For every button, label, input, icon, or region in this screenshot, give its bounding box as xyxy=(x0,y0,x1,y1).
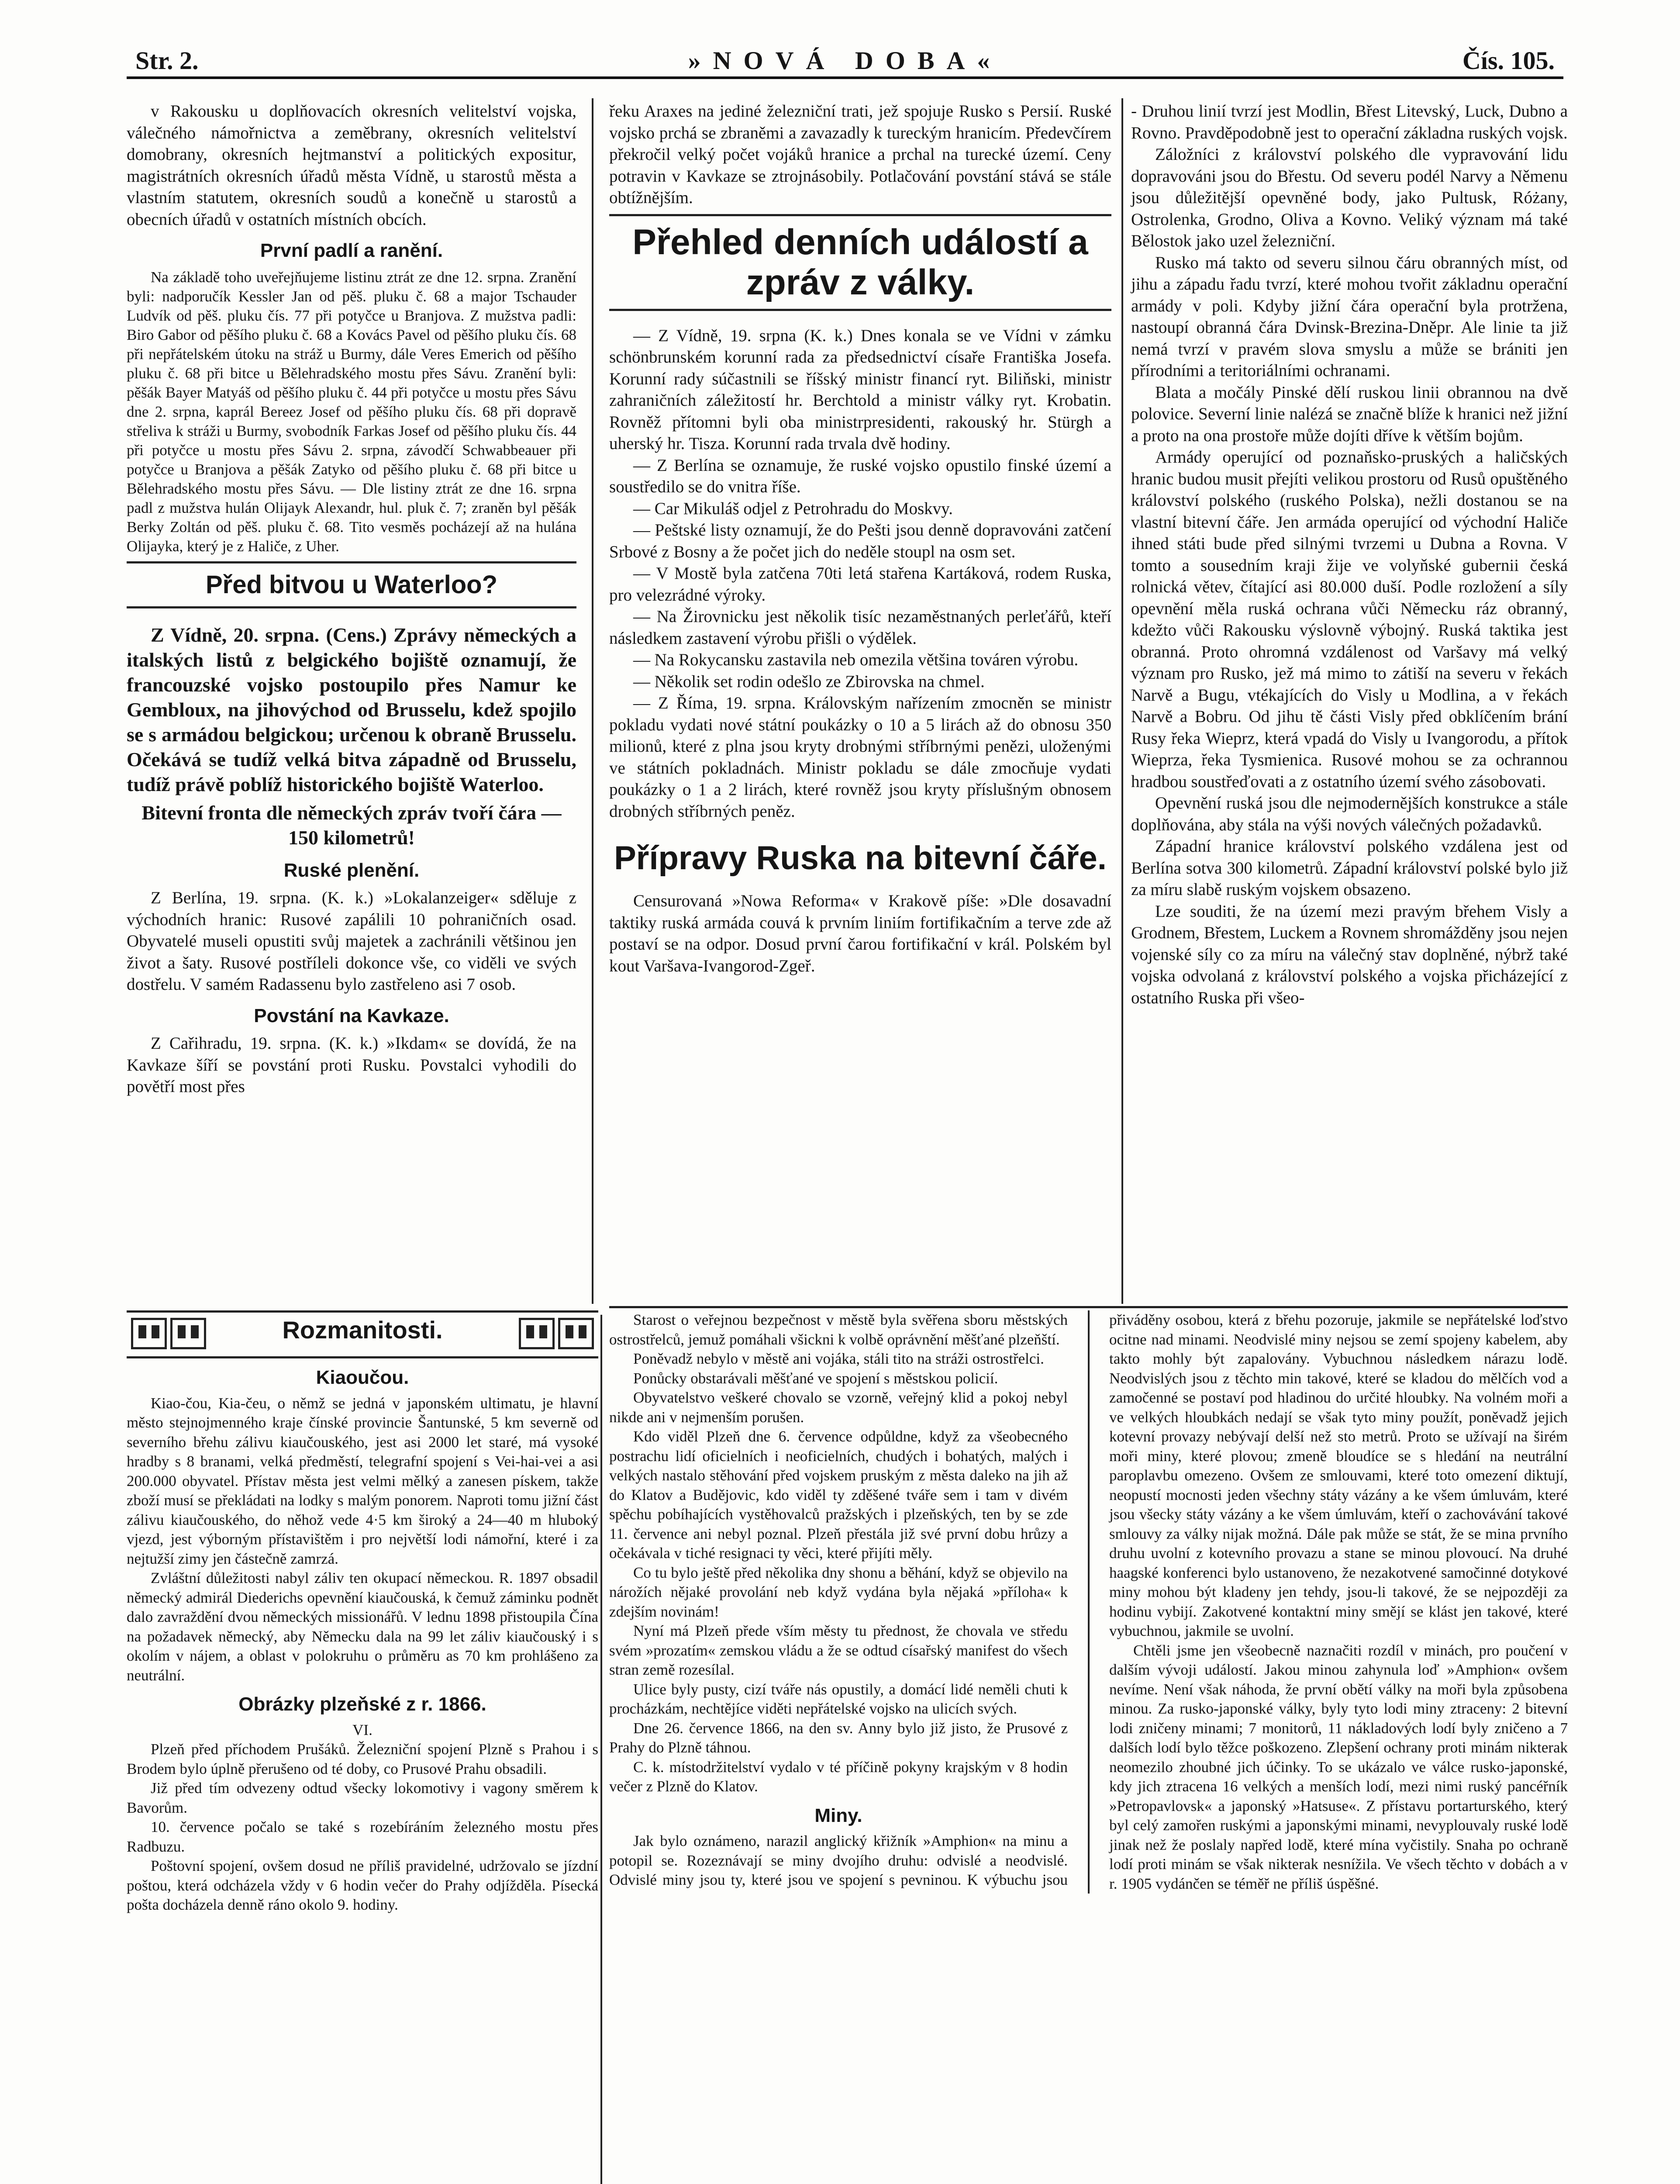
headline-waterloo: Před bitvou u Waterloo? xyxy=(127,561,576,608)
news-item-most: — V Mostě byla zatčena 70ti letá stařena Kartáková, rodem Ruska, pro velezrádné výroky. xyxy=(609,564,1111,605)
col3-paragraph-8: Lze souditi, že na území mezi pravým břehem Visly a Grodnem, Břestem, Luckem a Rovnem shromážděny jsou nejen vojenské síly co za míru na válečný stav doplněné, nýbrž také vojska odvolaná z království polského a vojska přicházející z ostatního Ruska při všeo- xyxy=(1131,902,1568,1007)
col3-paragraph-2: Záložníci z království polského dle vypravování lidu dopravováni jsou do Břestu. Od severu podél Narvy a Němenu jsou důležitější opevněné body, jako Pultusk, Różany, Ostrolenka, Grodno, Oliva a Kovno. Veliký význam má také Bělostok jako uzel železniční. xyxy=(1131,145,1568,250)
plzen-paragraph-6: Co tu bylo ještě před několika dny shonu a běhání, když se objevilo na nárožích nějaké provolání neb když vydána byla nějaká »příloha« k zdejším novinám! xyxy=(609,1564,1068,1620)
plzen-paragraph-9: Dne 26. července 1866, na den sv. Anny bylo již jisto, že Prusové z Prahy do Plzně táhnou. xyxy=(609,1719,1068,1756)
kiaoucou-paragraph-2: Zvláštní důležitosti nabyl záliv ten okupací německou. R. 1897 obsadil německý admirál Diederichs opevnění kiaučouská, k čemuž záminku podnět dalo zavraždění dvou německých missionářů. V lednu 1898 přistoupila Čína na požadavek německý, aby Německu dala na 99 let záliv kiaučouský i s okolím v nájem, a oblast v polokruhu o průměru as 70 km prohlášeno za neutrální. xyxy=(127,1569,598,1684)
news-item-berlin: — Z Berlína se oznamuje, že ruské vojsko opustilo finské území a soustředilo se do vnitra říše. xyxy=(609,456,1111,496)
band-divider xyxy=(600,1315,602,2184)
column-2 xyxy=(609,100,1111,977)
kiaoucou-paragraph-1: Kiao-čou, Kia-čeu, o němž se jedná v japonském ultimatu, je hlavní město stejnojmenného kraje čínské provincie Šantunské, 5 km severně od severního břehu zálivu kiaučouského, jest asi 2000 let staré, má vysoké hradby s 8 branami, velká předměstí, telegrafní spojení s Vei-hai-vei a asi 200.000 obyvatel. Přístav města jest velmi mělký a zanesen pískem, takže zboží musí se překládati na lodky s malým ponorem. Naproti tomu jižní část zálivu kiaučouského, do něhož vede 4·5 km široký a 24—40 m hluboký vjezd, jest výborným přístavištěm i pro největší lodi námořní, které i za nejtužší zimy jen částečně zamrzá. xyxy=(127,1394,598,1567)
plzen-paragraph-7: Nyní má Plzeň přede vším městy tu přednost, že chovala ve středu svém »prozatím« zemskou vládu a že se odtud císařský manifest do všech stran země rozesílal. xyxy=(609,1622,1068,1678)
news-item-car: — Car Mikuláš odjel z Petrohradu do Moskvy. xyxy=(633,499,953,518)
plzen-paragraph-4: Obyvatelstvo veškeré chovalo se vzorně, veřejný klid a pokoj nebyl nikde ani v nejmenším porušen. xyxy=(609,1389,1068,1426)
column-divider-2 xyxy=(1121,98,1123,1304)
plzen-paragraph-8: Ulice byly pusty, cizí tváře nás opustily, a domácí lidé neměli chuti k procházkám, nechtějíce viděti nepřátelské vojsko na ulicích svých. xyxy=(609,1680,1068,1717)
col3-paragraph-4: Blata a močály Pinské dělí ruskou linii obrannou na dvě polovice. Severní linie nalézá se značně blíže k hranici než jižní a proto na ona prostoře může dojíti dříve k větším bojům. xyxy=(1131,383,1568,445)
plzen-paragraph-1: Starost o veřejnou bezpečnost v městě byla svěřena sboru městských ostrostřelců, jemuž pomáhali všickni k volbě oprávnění měšťané plzeňští. xyxy=(609,1311,1068,1348)
col3-paragraph-3: Rusko má takto od severu silnou čáru obranných míst, od jihu a západu řadu tvrzí, které mohou tvořit základnu operační armády v poli. Kdyby jižní čára operační byla protržena, nastoupí obranná čára Dvinsk-Brezina-Dněpr. Ale linie ta již nemá tvrzí v pravém slova smyslu a může se brániti jen přírodními a teritoriálními ochranami. xyxy=(1131,253,1568,380)
headline-pripravy-ruska: Přípravy Ruska na bitevní čáře. xyxy=(614,840,1107,877)
ornament-box-icon xyxy=(519,1318,555,1349)
news-item-pest: — Peštské listy oznamují, že do Pešti jsou denně dopravováni zatčení Srbové z Bosny a že počet jich do neděle stoupl na osm set. xyxy=(609,521,1111,561)
rozmanitosti-section xyxy=(127,1310,598,1915)
page-header xyxy=(127,41,1563,79)
miny-paragraph-1: Jak bylo oznámeno, narazil anglický křižník »Amphion« na minu a potopil se. Rozeznávají se miny dvojího druhu: odvislé a neodvislé. Odvislé miny jsou ty, které jsou ve spojení s pevninou. K výbuchu jsou přiváděny osobou, která z břehu pozoruje, jakmile se nepřátelské loďstvo ocitne nad minami. Neodvislé miny nejsou se zemí spojeny kabelem, aby takto mohly být zapalovány. Vybuchnou následkem nárazu lodě. Neodvislých jsou z těchto min takové, které se kladou do mělčích vod a zamočenné se postaví pod hladinou do určité hloubky. Na volném moři a ve velkých hloubkách nedají se však tyto miny použít, poněvadž jejich kotevní provazy nebývají delší než sto metrů. Proto se užívají na širém moři miny, které plovou; zmeně bloudíce se s hledání na neutrální paroplavbu omezeno. Ovšem ze smlouvami, které toto omezení diktují, neopustí mocnosti jeden všechny státy vázány a ke všem úmluvám, které jsou všecky státy vázány a ke všem úmluvám, kteří o zachovávání takové smlouvy za války nijak možná. Dále pak může se stát, že se mina prvního druhu uvolní z kotevního provazu a stane se minou plovoucí. Na druhé haagské konferenci bylo ustanoveno, že nezakotvené samočinné dotykové miny mohou být kladeny jen tehdy, jsou-li takové, že se nejpozději za hodinu vybijí. Zakotvené kontaktní miny smějí se klást jen takové, které vybuchnou, jakmile se uvolní. xyxy=(609,1311,1568,1888)
headline-povstani-kavkaz: Povstání na Kavkaze. xyxy=(254,1005,449,1026)
news-item-zirovnice: — Na Žirovnicku jest několik tisíc nezaměstnaných perleťářů, kteří následkem zastavení výrobu přišli o výdělek. xyxy=(609,607,1111,648)
col3-paragraph-1: - Druhou linií tvrzí jest Modlin, Břest Litevský, Luck, Dubno a Rovno. Pravděpodobně jest to operační základna ruských vojsk. xyxy=(1131,102,1568,142)
plzen-paragraph-2: Poněvadž nebylo v městě ani vojáka, stáli tito na stráži ostrostřelci. xyxy=(633,1350,1044,1367)
issue-number: Čís. 105. xyxy=(1462,46,1555,75)
article-intro: v Rakousku u doplňovacích okresních velitelství vojska, válečného námořnictva a zeměbrany, okresních velitelství domobrany, okresních hejtmanství a politických expositur, magistrátních okresních úřadů města Vídně, u starostů města a vlastním statutem, okresních soudů a konečně u starostů a obecních úřadů v ostatních místních obcích. xyxy=(127,102,576,229)
part-number: VI. xyxy=(352,1721,373,1738)
waterloo-body: Z Vídně, 20. srpna. (Cens.) Zprávy německých a italských listů z belgického bojiště oznamují, že francouzské vojsko postoupilo přes Namur ke Gembloux, na jihovýchod od Brusselu, kdež spojilo se s armádou belgickou; určenou k obraně Brusselu. Očekává se tudíž velká bitva západně od Brusselu, tudíž právě poblíž historického bojiště Waterloo. xyxy=(127,623,576,795)
column-1 xyxy=(127,100,576,1098)
column-divider-1 xyxy=(592,98,593,1304)
obrazky-paragraph-1: Plzeň před příchodem Prušáků. Železniční spojení Plzně s Prahou i s Brodem bylo úplně přerušeno od té doby, co Prusové Prahu obsadili. xyxy=(127,1741,598,1777)
ornament-box-icon xyxy=(558,1318,594,1349)
headline-obrazky-plzenske: Obrázky plzeňské z r. 1866. xyxy=(238,1693,486,1715)
headline-kiaoucou: Kiaoučou. xyxy=(316,1367,409,1388)
news-item-zbirov: — Několik set rodin odešlo ze Zbirovska na chmel. xyxy=(633,672,985,691)
headline-miny: Miny. xyxy=(814,1804,862,1826)
band-top-rule xyxy=(609,1306,1568,1308)
col3-paragraph-7: Západní hranice království polského vzdálena jest od Berlína sotva 300 kilometrů. Západní království polské bylo již za míru slabě ruským vojskem obsazeno. xyxy=(1131,837,1568,899)
page-number: Str. 2. xyxy=(135,46,199,75)
front-line-note: Bitevní fronta dle německých zpráv tvoří čára — 150 kilometrů! xyxy=(141,801,562,849)
col3-paragraph-6: Opevnění ruská jsou dle nejmodernějších konstrukce a stále doplňována, aby stála na výši nových válečných požadavků. xyxy=(1131,794,1568,834)
pripravy-body: Censurovaná »Nowa Reforma« v Krakově píše: »Dle dosavadní taktiky ruská armáda couvá k prvním liniím fortifikačním a terve zde až postaví se na odpor. Dosud první čarou fortifikační v král. Polském byl kout Varšava-Ivangorod-Zgeř. xyxy=(609,892,1111,975)
pleneni-body: Z Berlína, 19. srpna. (K. k.) »Lokalanzeiger« sděluje z východních hranic: Rusové zapálili 10 pohraničních osad. Obyvatelé museli opustiti svůj majetek a zachránili většinou jen život a šaty. Rusové postříleli dokonce vše, co viděli ve svých dostřelu. V samém Radassenu bylo zastřeleno asi 7 osob. xyxy=(127,888,576,994)
obrazky-paragraph-2: Již před tím odvezeny odtud všecky lokomotivy i vagony směrem k Bavorům. xyxy=(127,1780,598,1816)
obrazky-paragraph-3: 10. července počalo se také s rozebíráním železného mostu přes Radbuzu. xyxy=(127,1818,598,1855)
col3-paragraph-5: Armády operující od poznaňsko-pruských a haličských hranic budou musit přejíti velikou prostoru od Rusů opuštěného království polského (ruského Polska), nežli dostanou se na vlastní bitevní čáře. Jen armáda operující od východní Haliče ihned státi bude před silnými tvrzemi u Dubna a Rovna. V tomto a sousedním kraji žije ve volyňské gubernii česká rolnická větev, čítající asi 80.000 duší. Podle rozložení a síly opevnění měla ruská ochrana vůči Německu ráz obranný, kdežto vůči Rakousku výslovně výbojný. Ruská taktika jest obranná. Proto ohromná vzdálenost od Varšavy má velký význam pro Rusko, jež má mimo to zátiší na severu v řekách Narvě a Bugu, vtékajících do Visly u Modlina, a v řekách Narvě a Bobru. Od jihu tě části Visly před obklíčením brání Rusy řeka Wieprz, která vpadá do Visly u Ivangorodu, a přítok Wieprza, řeka Tysmienica. Rusové mohou se za ochrannou hradbou soustřeďovati a z ostatního území svého zásobovati. xyxy=(1131,448,1568,791)
news-item-rokycany: — Na Rokycansku zastavila neb omezila většina továren výrobu. xyxy=(633,650,1079,669)
section-title: Rozmanitosti. xyxy=(282,1316,443,1344)
headline-prvni-padli: První padlí a ranění. xyxy=(260,240,443,261)
casualty-list: Na základě toho uveřejňujeme listinu ztrát ze dne 12. srpna. Zranění byli: nadporučík Kessler Jan od pěš. pluku č. 68 a major Tschauder Ludvík od pěš. pluku čís. 77 při potyčce u Branjova. Z mužstva padli: Biro Gabor od pěšího pluku č. 68 a Kovács Pavel od pěšího pluku čís. 68 při nepřátelském útoku na stráž u Burmy, dále Veres Emerich od pěšího pluku č. 68 při bitce u Bělehradského mostu přes Sávu. Zranění byli: pěšák Bayer Matyáš od pěšího pluku č. 44 při potyčce u mostu přes Sávu dne 2. srpna, kaprál Bereez Josef od pěšího pluku čís. 68 při dopravě střeliva k stráži u Burmy, svobodník Farkas Josef od pěšího pluku čís. 44 při potyčce u mostu přes Sávu 2. srpna, závodčí Schwabbeauer při potyčce u Branjova a pěšák Zatyko od pěšího pluku č. 68 při bitce u Bělehradského mostu přes Sávu. — Dle listiny ztrát ze dne 16. srpna padl z mužstva hulán Olijayk Alexandr, hul. pluk č. 7; zraněn byl pěšák Berky Zoltán od pěš. pluku č. 68. Tito vesměs pocházejí až na hulána Olijayka, který je z Haliče, z Uher. xyxy=(127,268,576,555)
plzen-paragraph-10: C. k. místodržitelství vydalo v té příčině pokyny krajským v 8 hodin večer z Plzně do Klatov. xyxy=(609,1758,1068,1795)
kavkaz-continuation: řeku Araxes na jediné železniční trati, jež spojuje Rusko s Persií. Ruské vojsko prchá se zbraněmi a zavazadly k tureckým hranicím. Předevčírem překročil velký počet vojáků hranice a prchal na turecké území. Ceny potravin v Kavkaze se ztrojnásobily. Potlačování povstání stává se stále obtížnějším. xyxy=(609,102,1111,207)
news-item-rome: — Z Říma, 19. srpna. Královským nařízením zmocněn se ministr pokladu vydati nové státní poukázky o 10 a 5 lirách až do obnosu 350 milionů, které z plna jsou kryty drobnými stříbrnými penězi, uloženými ve státních pokladnách. Ministr pokladu se dále zmocňuje vydati poukázky o 1 a 2 lirách, které rovněž jsou kryty příslušným obnosem drobných stříbrných peněz. xyxy=(609,694,1111,821)
column-3 xyxy=(1131,100,1568,1009)
section-banner xyxy=(127,1310,598,1358)
lower-right-columns xyxy=(609,1310,1568,1894)
plzen-paragraph-5: Kdo viděl Plzeň dne 6. července odpůldne, když za všeobecného postrachu lidí oficielních i neoficielních, chudých i bohatých, malých i velkých nastalo stěhování před vojskem pruským z města daleko na jih až do Klatov a Budějovic, kdo viděl ty zděšené tváře sem i tam v divém spěchu pobíhajících vystěhovalců pražských i plzeňských, ten by se zde 11. července ani nebyl poznal. Plzeň přestála již své první dobu hrůzy a očekávala v tiché resignaci ty věci, které přijíti měly. xyxy=(609,1428,1068,1562)
headline-prehled-udalosti: Přehled denních událostí a zpráv z války. xyxy=(609,214,1111,311)
obrazky-paragraph-4: Poštovní spojení, ovšem dosud ne příliš pravidelné, udržovalo se jízdní poštou, která odcházela vždy v 6 hodin večer do Prahy odjížděla. Písecká pošta docházela denně ráno okolo 9. hodiny. xyxy=(127,1857,598,1913)
headline-ruske-pleneni: Ruské plenění. xyxy=(283,859,420,881)
news-item-vienna: — Z Vídně, 19. srpna (K. k.) Dnes konala se ve Vídni v zámku schönbrunském korunní rada za předsednictví císaře Františka Josefa. Korunní rady súčastnili se říšský ministr financí ryt. Biliňski, ministr zahraničních záležitostí hr. Berchtold a ministr války ryt. Krobatin. Rovněž přítomni byli oba ministrpresidenti, rakouský hr. Stürgh a uherský hr. Tisza. Korunní rada trvala dvě hodiny. xyxy=(609,326,1111,453)
kavkaz-body: Z Cařihradu, 19. srpna. (K. k.) »Ikdam« se dovídá, že na Kavkaze šíří se povstání proti Rusku. Povstalci vyhodili do povětří most přes xyxy=(127,1034,576,1096)
miny-paragraph-2: Chtěli jsme jen všeobecně naznačiti rozdíl v minách, pro poučení v dalším vývoji událostí. Jakou minou zahynula loď »Amphion« ovšem nevíme. Není však náhoda, že první obětí války na moři byla způsobena minou. Za rusko-japonské války, byly tyto lodi miny ztraceny: 2 bitevní lodi zničeny minami; 7 monitorů, 11 nákladových lodí byly zničeno a 7 dalších lodí bylo těžce poškozeno. Zlepšení ochrany proti minám nikterak neomezilo zhoubné jich účinky. To se ukázalo ve válce rusko-japonské, kdy jich ztracena 16 velkých a menších lodí, mezi nimi ruský pancéřník »Petropavlovsk« a japonský »Hatsuse«. Z přístavu portarturského, který byl celý zamořen ruskými a japonskými minami, nevyplouvaly ruské lodě jinak než že poslaly napřed lodě, které mína vyčistily. Snaha po ochraně lodí proti minám se však nikterak nesnížila. Ve všech těchto v dobách a v r. 1905 vydánčen se téměř ne příliš úspěšné. xyxy=(1109,1641,1568,1892)
newspaper-title: »NOVÁ DOBA« xyxy=(688,46,1002,75)
plzen-paragraph-3: Ponůcky obstarávali měšťané ve spojení s městskou policií. xyxy=(633,1369,998,1387)
